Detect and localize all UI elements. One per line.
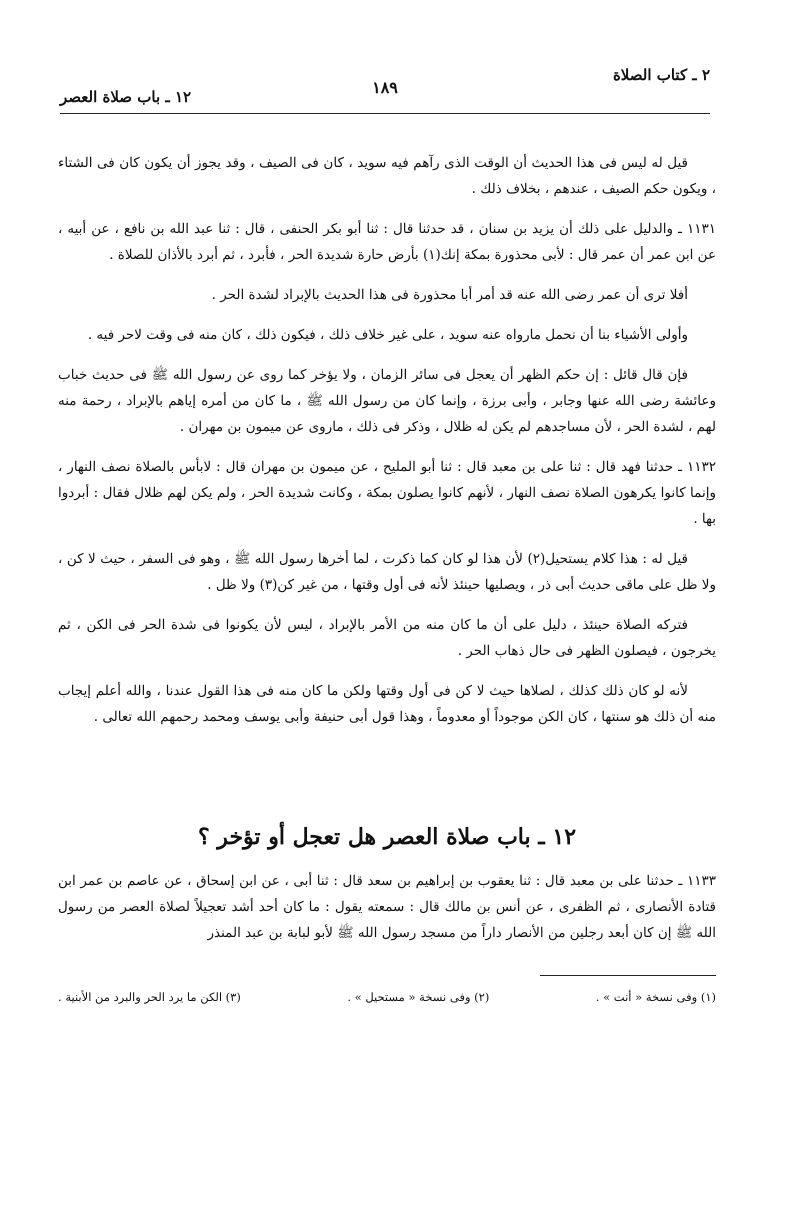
footnotes bbox=[58, 990, 716, 1004]
hadith-1131: ١١٣١ ـ والدليل على ذلك أن يزيد بن سنان ، قد حدثنا قال : ثنا أبو بكر الحنفى ، قال : ثنا عبد الله بن نافع ، عن أبيه ، عن ابن عمر أن عمر قال : لأبى محذورة بمكة إنك(١) بأرض حارة شديدة الحر ، فأبرد ، ثم أبرد بالأذان للصلاة . bbox=[58, 221, 716, 263]
footnote-rule bbox=[540, 975, 716, 976]
footnote-2: (٢) وفى نسخة « مستحيل » . bbox=[347, 990, 490, 1004]
paragraph: قيل له ليس فى هذا الحديث أن الوقت الذى رآهم فيه سويد ، كان فى الصيف ، وقد يجوز أن يكون كان فى الشتاء ، ويكون حكم الصيف ، عندهم ، بخلاف ذلك . bbox=[58, 155, 716, 197]
paragraph: لأنه لو كان ذلك كذلك ، لصلاها حيث لا كن فى أول وقتها ولكن ما كان منه فى هذا القول عندنا ، والله أعلم إيجاب منه أن ذلك هو سنتها ، كان الكن موجوداً أو معدوماً ، وهذا قول أبى حنيفة وأبى يوسف ومحمد رحمهم الله تعالى . bbox=[58, 683, 716, 725]
footnote-1: (١) وفى نسخة « أنت » . bbox=[595, 990, 716, 1004]
paragraph: وأولى الأشياء بنا أن نحمل مارواه عنه سويد ، على غير خلاف ذلك ، فيكون ذلك ، كان منه فى وقت لاحر فيه . bbox=[87, 327, 688, 343]
paragraph: فإن قال قائل : إن حكم الظهر أن يعجل فى سائر الزمان ، ولا يؤخر كما روى عن رسول الله ﷺ فى حديث خباب وعائشة رضى الله عنها وجابر ، وأبى برزة ، وإنما كان من رسول الله ﷺ ، ما كان من أمره إياهم بالإبراد ، رحمة منه لهم ، لشدة الحر ، لأن مساجدهم لم يكن له ظلال ، وذكر فى ذلك ، ماروى عن ميمون بن مهران . bbox=[58, 367, 716, 435]
paragraph: فتركه الصلاة حينئذ ، دليل على أن ما كان منه من الأمر بالإبراد ، ليس لأن يكونوا فى شدة الحر فى الكن ، ثم يخرجون ، فيصلون الظهر فى حال ذهاب الحر . bbox=[58, 617, 716, 659]
running-header bbox=[60, 60, 710, 106]
footnote-3: (٣) الكن ما يرد الحر والبرد من الأبنية . bbox=[58, 990, 241, 1004]
main-text bbox=[58, 150, 716, 744]
hadith-1133: ١١٣٣ ـ حدثنا على بن معبد قال : ثنا يعقوب بن إبراهيم بن سعد قال : ثنا أبى ، عن ابن إسحاق ، عن عاصم بن عمر ابن قتادة الأنصارى ، ثم الظفرى ، عن أنس بن مالك قال : سمعته يقول : ما كان أحد أشد تعجيلاً لصلاة العصر من رسول الله ﷺ إن كان أبعد رجلين من الأنصار داراً من مسجد رسول الله ﷺ لأبو لبابة بن عبد المنذر bbox=[58, 873, 716, 941]
paragraph: قيل له : هذا كلام يستحيل(٢) لأن هذا لو كان كما ذكرت ، لما أخرها رسول الله ﷺ ، وهو فى السفر ، حيث لا كن ، ولا ظل على ماقى حديث أبى ذر ، ويصليها حينئذ لأنه فى أول وقتها ، من غير كن(٣) ولا ظل . bbox=[58, 551, 716, 593]
chapter-text bbox=[58, 868, 716, 960]
chapter-heading: ١٢ ـ باب صلاة العصر هل تعجل أو تؤخر ؟ bbox=[197, 824, 577, 850]
chapter-running-title: ١٢ ـ باب صلاة العصر bbox=[60, 88, 192, 106]
paragraph: أفلا ترى أن عمر رضى الله عنه قد أمر أبا محذورة فى هذا الحديث بالإبراد لشدة الحر . bbox=[211, 287, 688, 303]
hadith-1132: ١١٣٢ ـ حدثنا فهد قال : ثنا على بن معبد قال : ثنا أبو المليح ، عن ميمون بن مهران قال : لابأس بالصلاة نصف النهار ، وإنما كانوا يكرهون الصلاة نصف النهار ، لأنهم كانوا يصلون بمكة ، وكانت شديدة الحر ، ولم يكن لهم ظلال فقال : أبردوا بها . bbox=[58, 459, 716, 527]
header-rule bbox=[60, 113, 710, 114]
page-number: ١٨٩ bbox=[372, 78, 398, 97]
book-title: ٢ ـ كتاب الصلاة bbox=[612, 66, 710, 84]
